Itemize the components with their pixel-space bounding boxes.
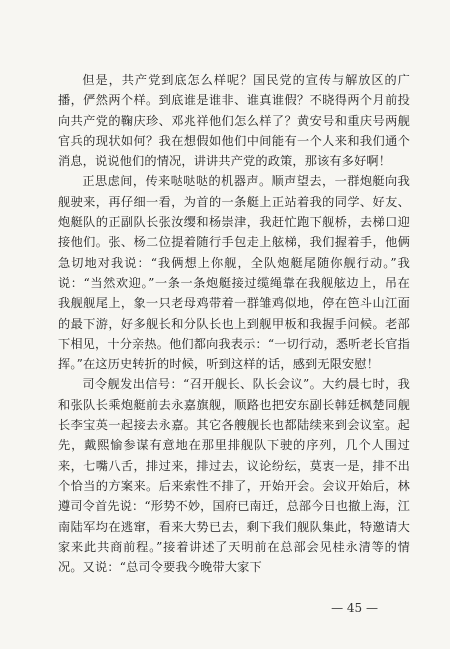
paragraph-1: 但是，共产党到底怎么样呢？国民党的宣传与解放区的广播，俨然两个样。到底谁是谁非、谁真谁假？不晓得两个月前投向共产党的鞠庆珍、邓兆祥他们怎么样了？黄安号和重庆号两舰官兵的现状如何？我在想假如他们中间能有一个人来和我们通个消息，说说他们的情况，讲讲共产党的政策，那该有多好啊！	[58, 73, 410, 169]
paragraph-2: 正思虑间，传来哒哒哒的机器声。顺声望去，一群炮艇向我舰驶来，再仔细一看，为首的一条艇上正站着我的同学、好友、炮艇队的正副队长张汝缨和杨崇津，我赶忙跑下舰桥，去梯口迎接他们。张、杨二位提着随行手包走上舷梯，我们握着手，他俩急切地对我说：“我俩想上你舰，全队炮艇尾随你舰行动。”我说：“当然欢迎。”一条一条炮艇接过缆绳靠在我舰舷边上，吊在我舰舰尾上，象一只老母鸡带着一群雏鸡似地，停在笆斗山江面的最下游，好多舰长和分队长也上到舰甲板和我握手问候。老部下相见，十分亲热。他们都向我表示：“一切行动，悉听老长官指挥。”在这历史转折的时候，听到这样的话，感到无限安慰！	[58, 174, 410, 372]
page-number: — 45 —	[331, 601, 378, 615]
paragraph-3: 司令舰发出信号：“召开舰长、队长会议”。大约晨七时，我和张队长乘炮艇前去永嘉旗舰，顺路也把安东副长韩廷枫楚同舰长李宝英一起接去永嘉。其它各艘舰长也都陆续来到会议室。起先，戴熙愉参谋有意地在那里排舰队下驶的序列，几个人围过来，七嘴八舌，排过来，排过去，议论纷纭，莫衷一是，排不出个恰当的方案来。后来索性不排了，开始开会。会议开始后，林遵司令首先说：“形势不妙，国府已南迁，总部今日也撤上海，江南陆军均在逃窜，看来大势已去，剩下我们舰队集此，特邀请大家来此共商前程。”接着讲述了天明前在总部会见桂永清等的情况。又说：“总司令要我今晚带大家下	[58, 377, 410, 575]
body-text	[58, 70, 410, 577]
